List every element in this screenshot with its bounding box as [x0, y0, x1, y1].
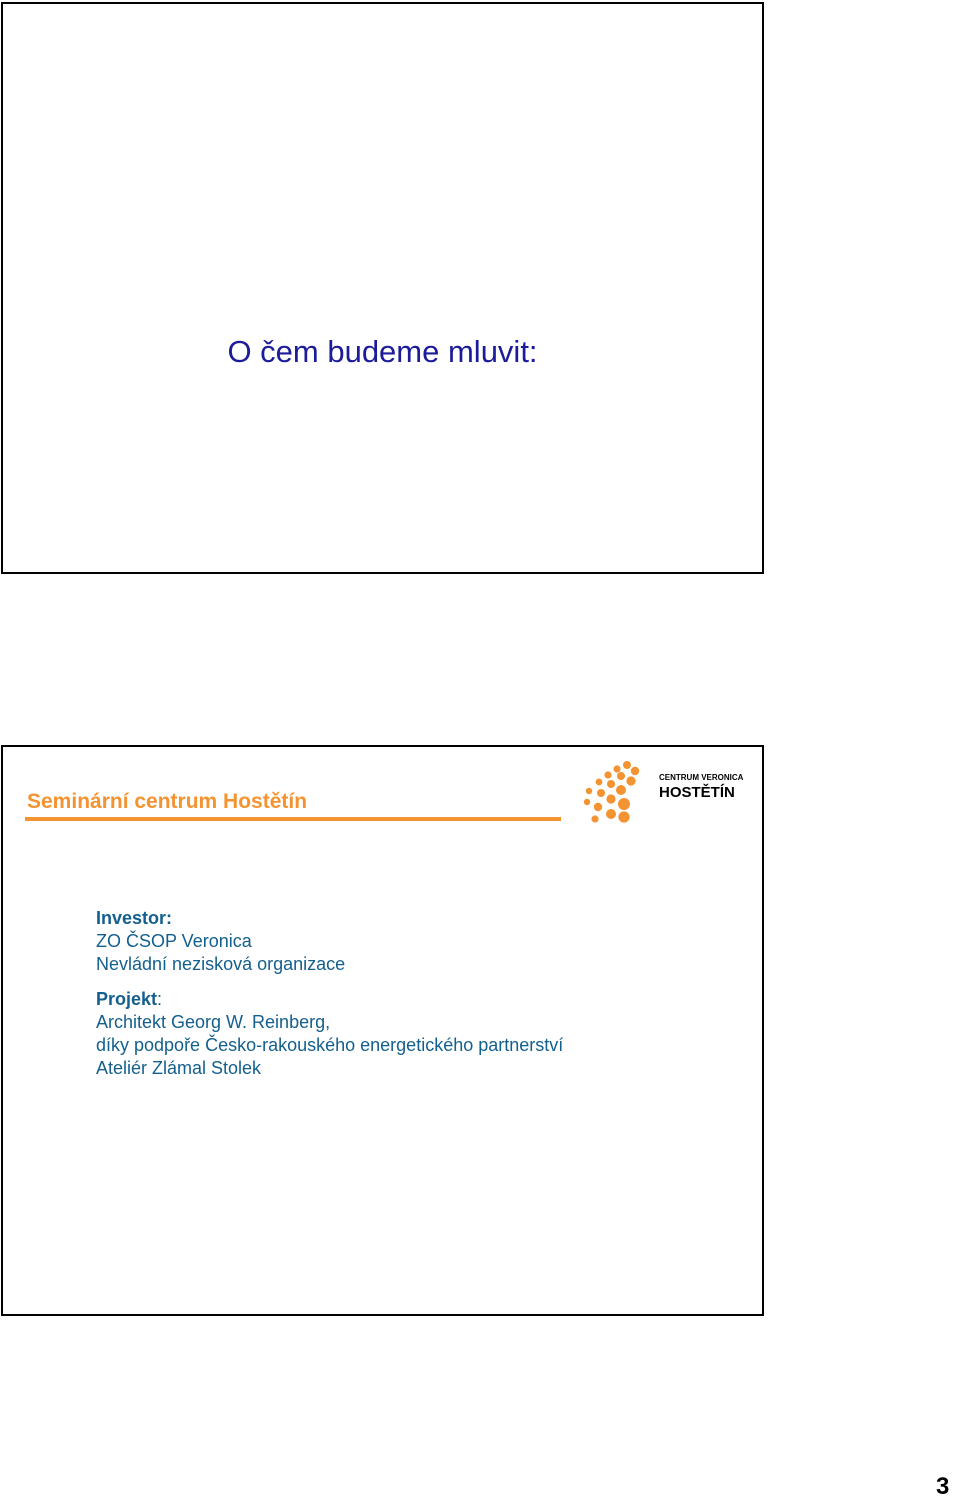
- projekt-label: Projekt: [96, 989, 158, 1009]
- projekt-line: Ateliér Zlámal Stolek: [96, 1058, 262, 1078]
- spacer: [96, 976, 563, 988]
- slide-2-title: Seminární centrum Hostětín: [27, 790, 308, 813]
- slide-1: [1, 2, 764, 574]
- page-number: 3: [936, 1473, 950, 1500]
- slide-2-content: [96, 907, 563, 1080]
- slide-2: [1, 745, 764, 1316]
- investor-line: Nevládní nezisková organizace: [96, 954, 346, 974]
- projekt-line: Architekt Georg W. Reinberg,: [96, 1012, 331, 1032]
- projekt-line: díky podpoře Česko-rakouského energetického partnerství: [96, 1035, 564, 1055]
- slide-1-title: O čem budeme mluvit:: [227, 334, 538, 369]
- investor-label: Investor:: [96, 908, 173, 928]
- projekt-colon: :: [157, 989, 163, 1009]
- logo-line-2: HOSTĚTÍN: [659, 784, 735, 801]
- projekt-heading: [96, 988, 563, 1011]
- logo-line-1: CENTRUM VERONICA: [659, 773, 744, 782]
- investor-line: ZO ČSOP Veronica: [96, 931, 252, 951]
- centrum-veronica-logo: [575, 759, 750, 825]
- title-underline: [25, 817, 561, 821]
